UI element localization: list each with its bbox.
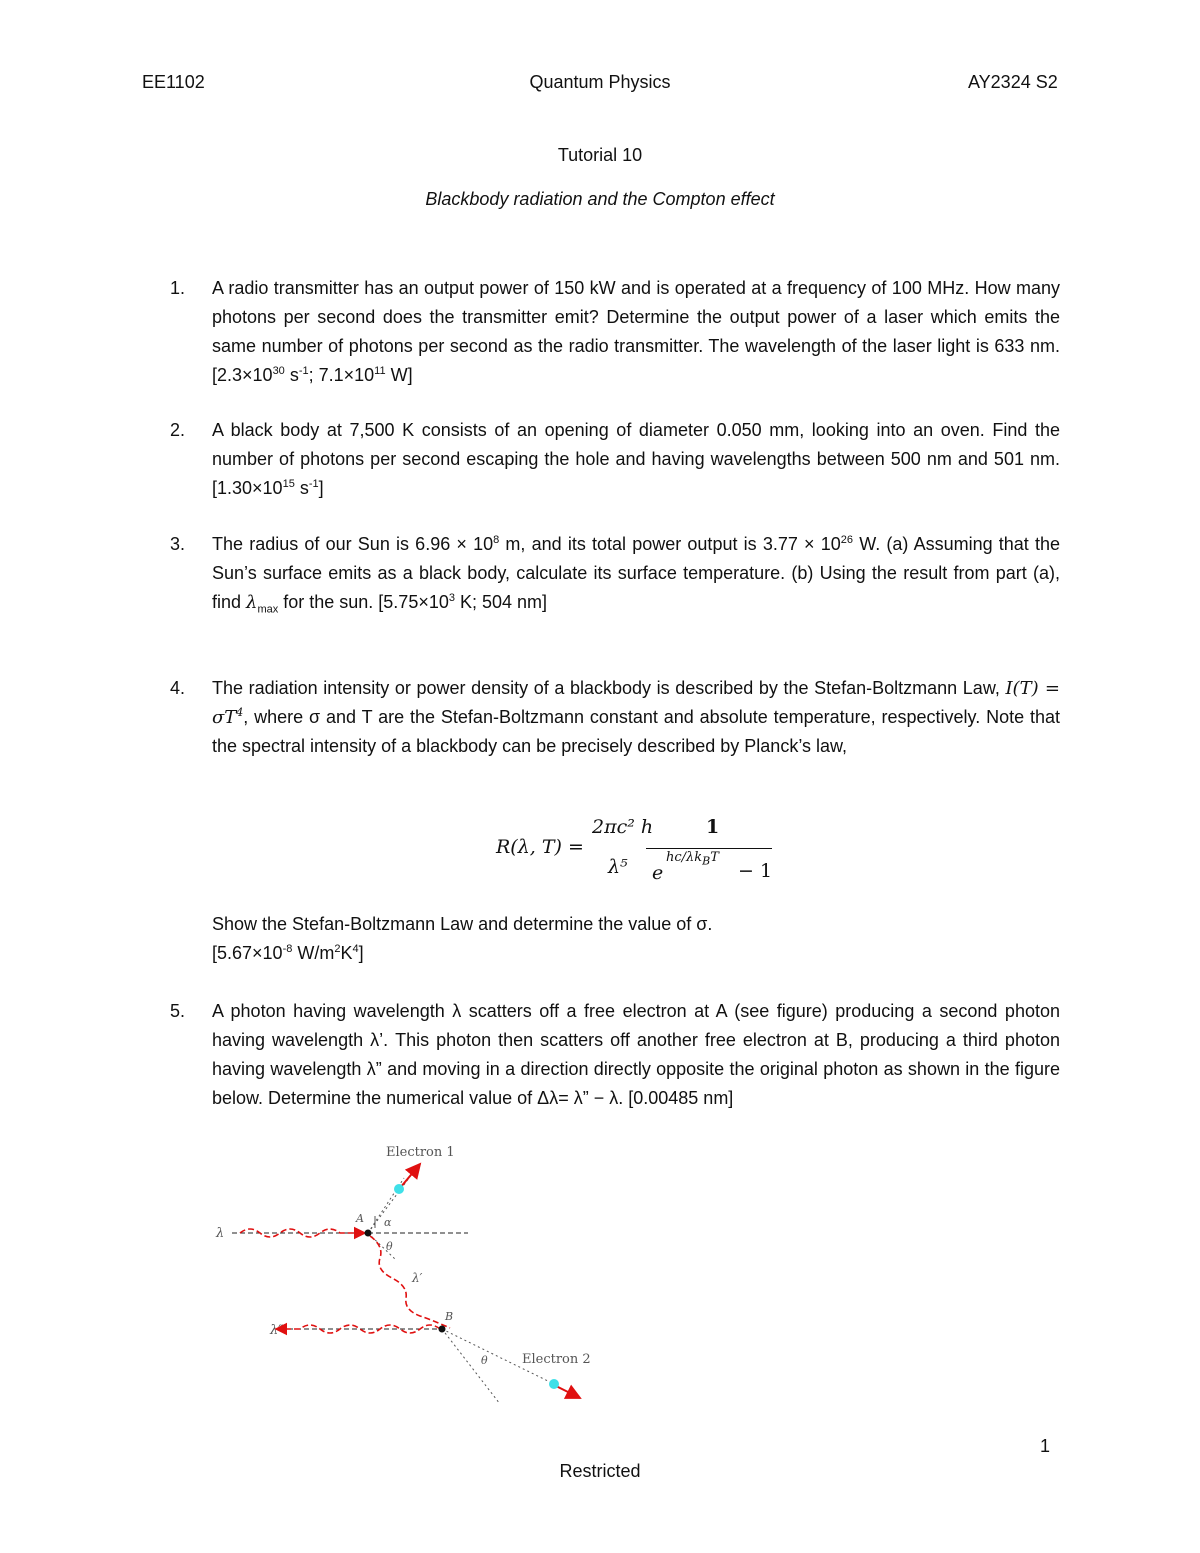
- scattered-photon-path: [370, 1236, 450, 1328]
- electron-1-arrow: [400, 1164, 420, 1188]
- electron-2-label: Electron 2: [522, 1352, 591, 1367]
- classification-label: Restricted: [559, 1461, 641, 1481]
- question-3: [170, 530, 1060, 617]
- formula-lhs: R(λ, T) =: [496, 836, 584, 858]
- point-a-label: A: [356, 1212, 364, 1225]
- formula-exp-base: e: [652, 862, 664, 884]
- question-text: A photon having wavelength λ scatters off a free electron at A (see figure) producing a second photon having wavelength λ’. This photon then scatters off another free electron at B, producing a third photon having wavelength λ” and moving in a direction directly opposite the original photon as shown in the figure below. Determine the numerical value of Δλ= λ” − λ.: [212, 1001, 1060, 1108]
- stefan-boltzmann-law: I(T) = σT: [212, 678, 1061, 728]
- question-number: 3.: [170, 534, 186, 554]
- question-text: The radiation intensity or power density of a blackbody is described by the Stefan-Boltzmann Law, $I(T) = \sigma T^4$, where σ and T are the Stefan-Boltzmann constant and absolute temperature, respectively. Note that the spectral intensity of a blackbody can be precisely described by Planck’s law,: [212, 678, 1061, 756]
- question-answer: [$1.30\times 10^{15}$ $s^{-1}$]: [212, 478, 324, 498]
- question-number: 2.: [170, 420, 186, 440]
- question-number: 4.: [170, 678, 186, 698]
- formula-numerator-2: 1: [706, 816, 720, 838]
- electron-1: [394, 1184, 404, 1194]
- page-number: 1: [1040, 1436, 1051, 1456]
- scatter-point-b: [439, 1326, 446, 1333]
- compton-scattering-figure: [200, 1130, 620, 1420]
- question-instruction: Show the Stefan-Boltzmann Law and determine the value of σ.: [212, 914, 713, 934]
- question-4-continued: [170, 910, 1060, 968]
- electron-2-arrow: [556, 1386, 580, 1398]
- lambda-prime-label: λ′: [412, 1271, 423, 1285]
- lambda-double-prime-label: λ″: [270, 1323, 284, 1338]
- question-text: The radius of our Sun is $6.96 \times 10^8$ m, and its total power output is $3.77 \times 10^{26}$ W. (a) Assuming that the Sun’s surface emits as a black body, calculate its surface temperature. (b) Using the result from part (a), find $\lambda_{max}$ for the sun. [$5.75\times 10^3$ K; 504 nm]: [212, 534, 1061, 616]
- electron-2: [549, 1379, 559, 1389]
- question-answer: [0.00485 nm]: [628, 1088, 734, 1108]
- question-answer: [$5.67\times 10^{-8}$ $W/m^2K^4$]: [212, 943, 364, 963]
- point-b-label: B: [445, 1310, 454, 1323]
- fraction-bar: [646, 848, 772, 849]
- question-number: 1.: [170, 278, 186, 298]
- page-subtitle: Blackbody radiation and the Compton effect: [425, 189, 775, 209]
- formula-minus-one: − 1: [738, 860, 773, 882]
- page-title: Tutorial 10: [557, 145, 643, 165]
- question-4: [170, 674, 1060, 761]
- header-course-title: Quantum Physics: [529, 72, 671, 92]
- theta-label-a: θ: [386, 1240, 393, 1253]
- theta-label-b: θ: [481, 1354, 488, 1367]
- electron-1-label: Electron 1: [386, 1145, 455, 1160]
- scatter-point-a: [365, 1230, 372, 1237]
- question-answer: [$2.3\times 10^{30}$ $s^{-1}$; $7.1\times 10^{11}$ W]: [212, 365, 413, 385]
- formula-numerator-1: 2πc² h: [592, 816, 654, 838]
- lambda-label: λ: [216, 1226, 225, 1241]
- question-number: 5.: [170, 1001, 186, 1021]
- formula-exponent: $hc/\lambda k_BT$: [666, 850, 719, 868]
- photon-extension: [442, 1329, 500, 1404]
- formula-denominator-1: λ⁵: [608, 856, 628, 878]
- question-text: A radio transmitter has an output power of 150 kW and is operated at a frequency of 100 MHz. How many photons per second does the transmitter emit? Determine the output power of a laser which emits the same number of photons per second as the radio transmitter. The wavelength of the laser light is 633 nm.: [212, 278, 1060, 356]
- planck-formula: [496, 812, 786, 892]
- header-course-code: EE1102: [142, 72, 205, 92]
- question-2: [170, 416, 1060, 503]
- header-semester: AY2324 S2: [968, 72, 1058, 92]
- question-text: A black body at 7,500 K consists of an opening of diameter 0.050 mm, looking into an oven. Find the number of photons per second escaping the hole and having wavelengths between 500 nm and 501 nm.: [212, 420, 1060, 469]
- alpha-label: α: [384, 1216, 392, 1229]
- question-5: [170, 997, 1060, 1113]
- question-1: [170, 274, 1060, 390]
